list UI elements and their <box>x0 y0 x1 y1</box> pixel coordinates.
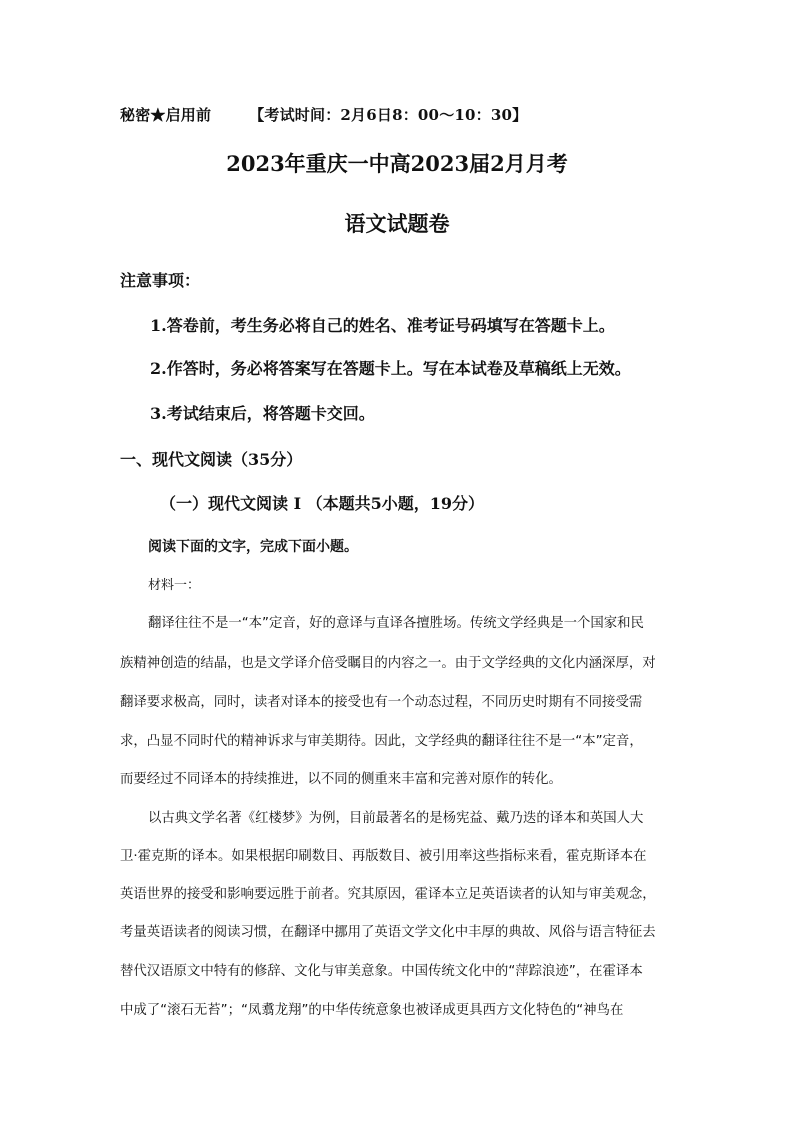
passage-line: 卫·霍克斯的译本。如果根据印刷数目、再版数目、被引用率这些指标来看，霍克斯译本在 <box>120 849 647 864</box>
passage-line: 而要经过不同译本的持续推进，以不同的侧重来丰富和完善对原作的转化。 <box>120 772 562 787</box>
notice-item: 1.答卷前，考生务必将自己的姓名、准考证号码填写在答题卡上。 <box>150 316 615 335</box>
passage-line: 以古典文学名著《红楼梦》为例，目前最著名的是杨宪益、戴乃迭的译本和英国人大 <box>148 811 644 826</box>
notice-item: 3.考试结束后，将答题卡交回。 <box>150 404 375 423</box>
passage-line: 英语世界的接受和影响要远胜于前者。究其原因，霍译本立足英语读者的认知与审美观念， <box>120 887 656 902</box>
exam-time: 【考试时间：2月6日8：00～10：30】 <box>249 106 528 124</box>
passage-line: 考量英语读者的阅读习惯，在翻译中挪用了英语文学文化中丰厚的典故、风俗与语言特征去 <box>120 925 656 940</box>
confidential-label: 秘密★启用前 <box>120 106 212 124</box>
reading-instruction: 阅读下面的文字，完成下面小题。 <box>148 539 358 555</box>
material-label: 材料一： <box>148 578 201 593</box>
passage-line: 求，凸显不同时代的精神诉求与审美期待。因此，文学经典的翻译往往不是一“本”定音， <box>120 734 643 749</box>
exam-header <box>120 104 527 125</box>
exam-subtitle: 语文试题卷 <box>344 211 450 236</box>
notice-heading: 注意事项： <box>120 271 201 290</box>
section-heading: 一、现代文阅读（35分） <box>120 450 303 469</box>
passage-line: 中成了“滚石无苔”；“凤翥龙翔”的中华传统意象也被译成更具西方文化特色的“神鸟在 <box>120 1003 624 1018</box>
subsection-heading: （一）现代文阅读 I （本题共5小题，19分） <box>160 494 485 513</box>
notice-item: 2.作答时，务必将答案写在答题卡上。写在本试卷及草稿纸上无效。 <box>150 359 631 378</box>
exam-title: 2023年重庆一中高2023届2月月考 <box>226 151 568 176</box>
passage-line: 族精神创造的结晶，也是文学译介倍受瞩目的内容之一。由于文学经典的文化内涵深厚，对 <box>120 656 656 671</box>
passage-line: 翻译要求极高，同时，读者对译本的接受也有一个动态过程，不同历史时期有不同接受需 <box>120 695 643 710</box>
passage-line: 翻译往往不是一“本”定音，好的意译与直译各擅胜场。传统文学经典是一个国家和民 <box>148 616 644 631</box>
passage-line: 替代汉语原文中特有的修辞、文化与审美意象。中国传统文化中的“萍踪浪迹”，在霍译本 <box>120 964 643 979</box>
